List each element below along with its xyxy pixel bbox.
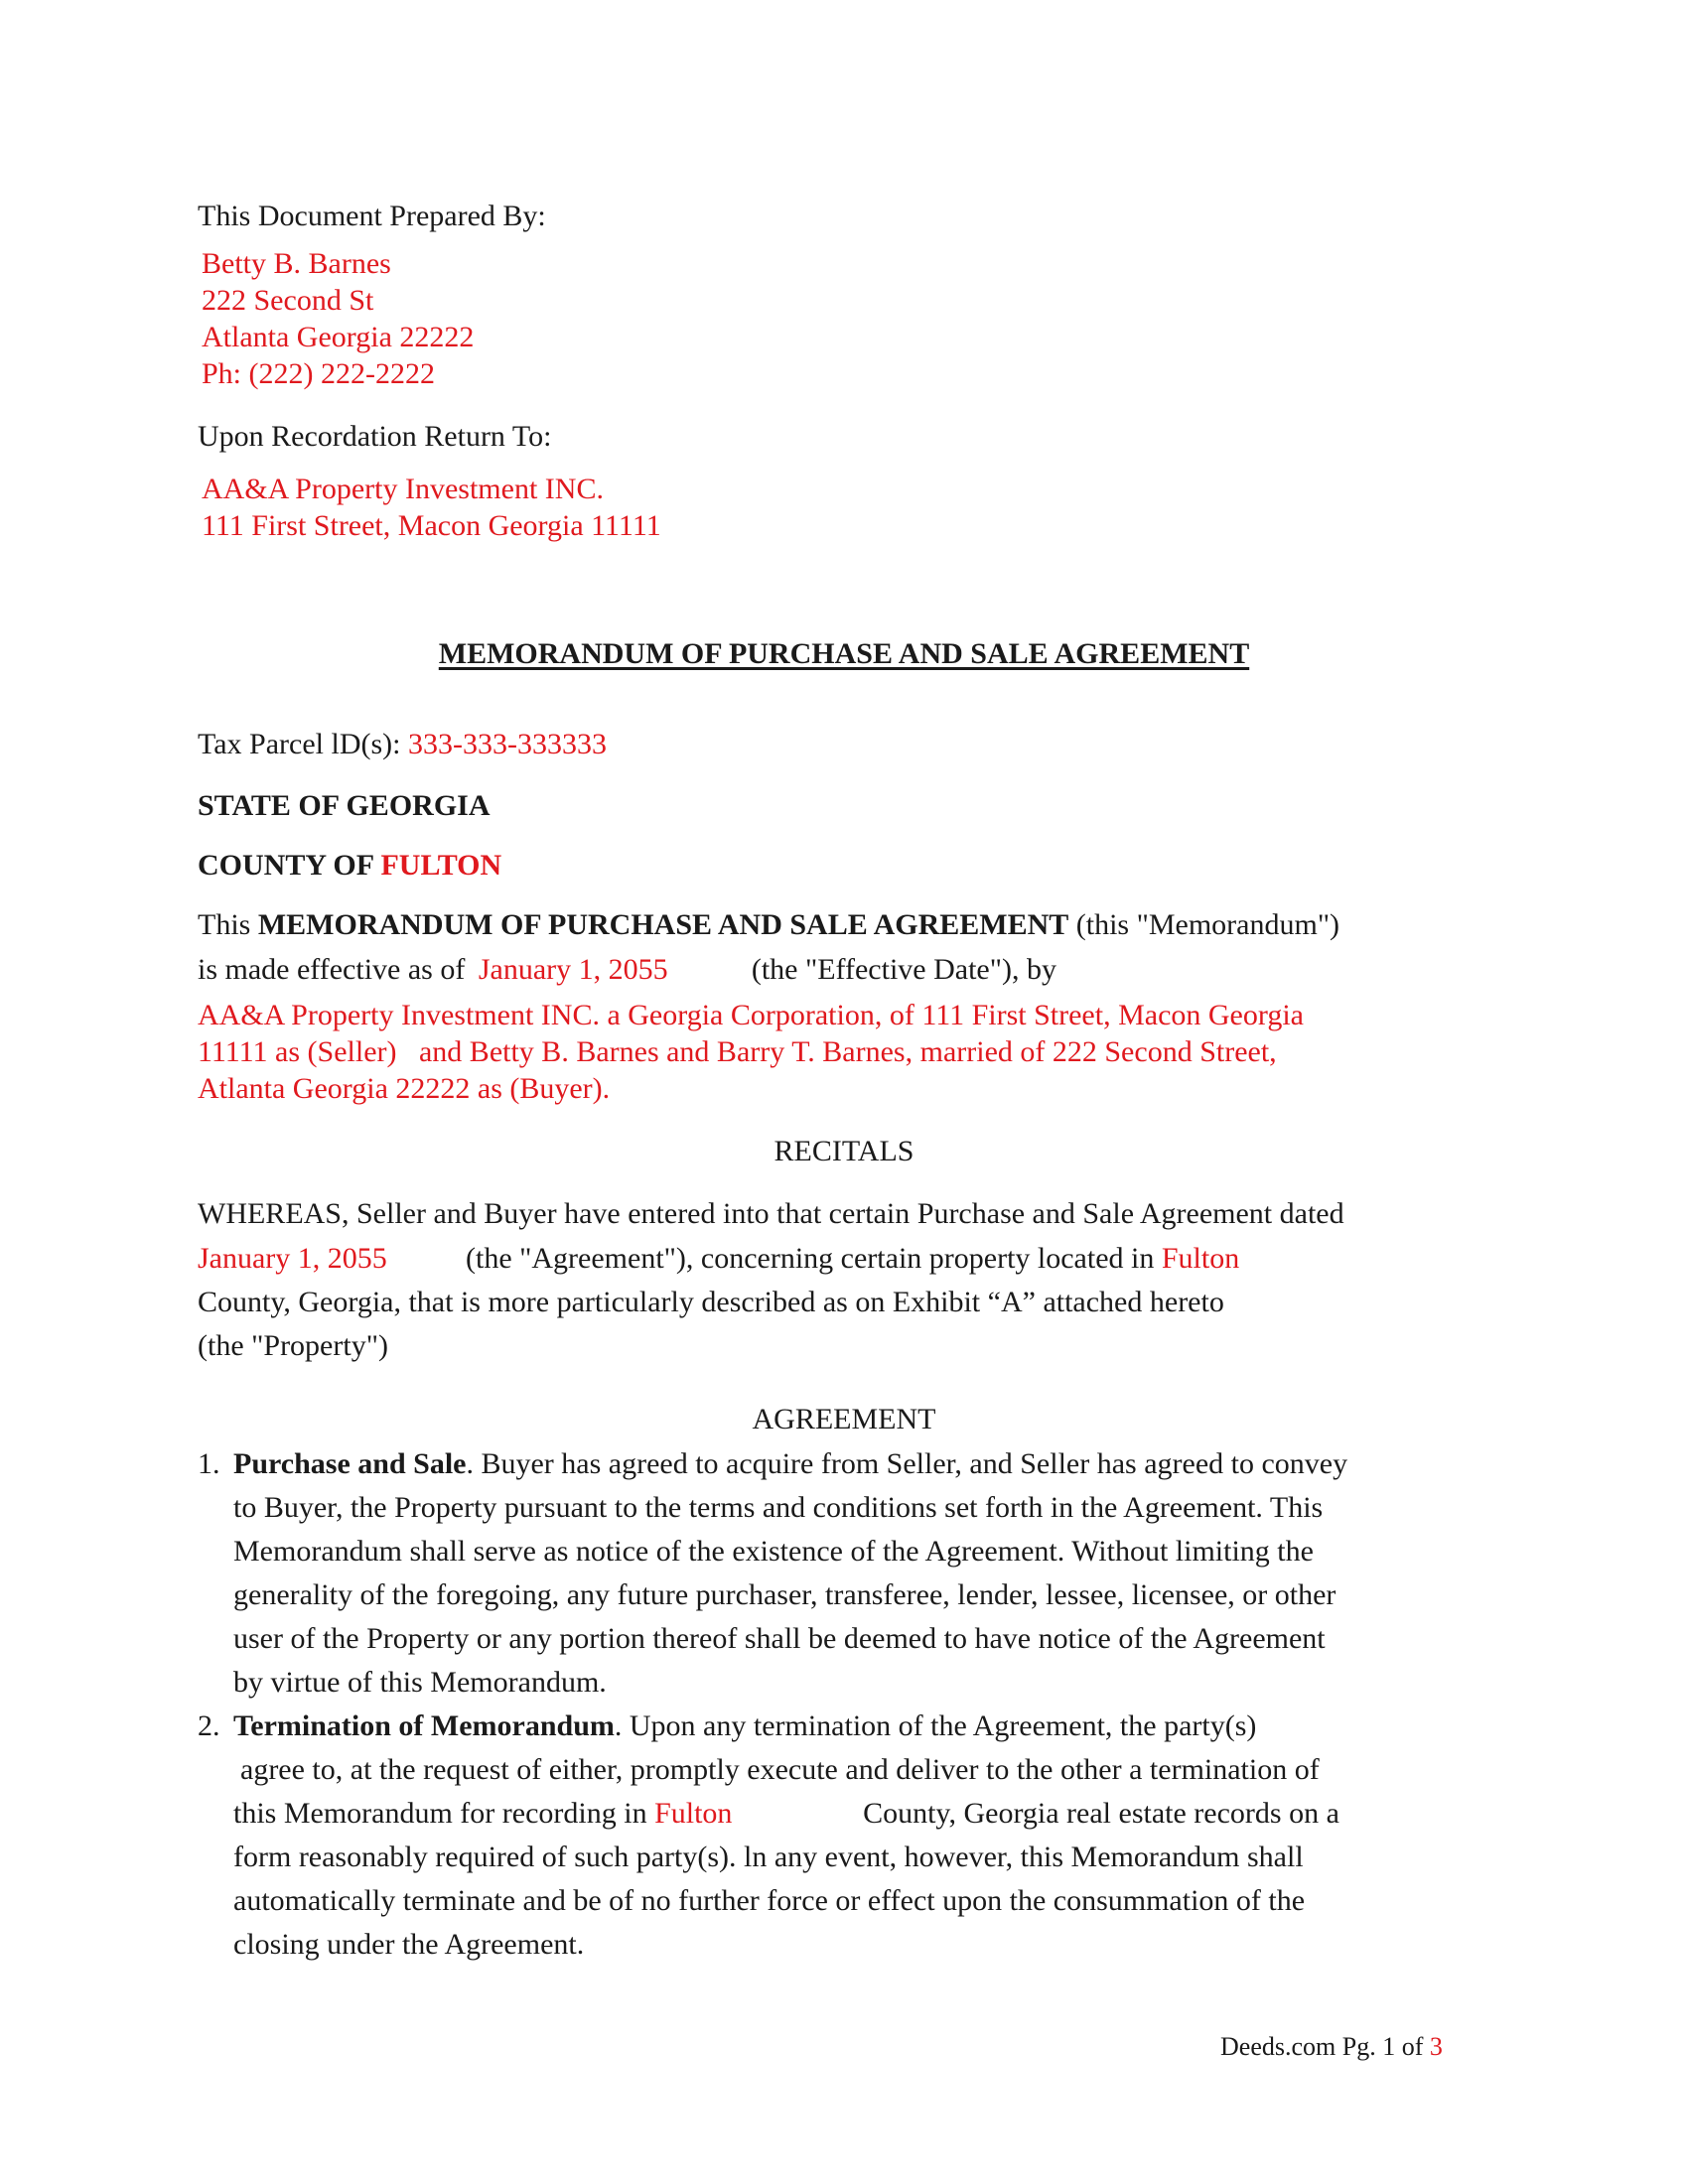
recitals-line-1: WHEREAS, Seller and Buyer have entered into that certain Purchase and Sale Agreement dated bbox=[198, 1197, 1344, 1230]
intro-made-effective: is made effective as of bbox=[198, 953, 466, 986]
item-2-line-3 bbox=[233, 1799, 1339, 1829]
item-2-line-1-text: . Upon any termination of the Agreement, the party(s) bbox=[614, 1709, 1257, 1742]
item-1-line-4: generality of the foregoing, any future purchaser, transferee, lender, lessee, licensee, or other bbox=[233, 1578, 1336, 1611]
return-to-label: Upon Recordation Return To: bbox=[198, 420, 552, 453]
item-1-heading: Purchase and Sale bbox=[233, 1447, 467, 1480]
preparer-phone: Ph: (222) 222-2222 bbox=[202, 357, 435, 390]
tax-parcel bbox=[198, 730, 607, 759]
preparer-city-state-zip: Atlanta Georgia 22222 bbox=[202, 321, 475, 353]
intro-effective-suffix: (the "Effective Date"), by bbox=[751, 953, 1056, 986]
effective-date: January 1, 2055 bbox=[478, 953, 668, 986]
item-2-line-2: agree to, at the request of either, promptly execute and deliver to the other a termination of bbox=[240, 1753, 1320, 1786]
item-2-line-5: automatically terminate and be of no further force or effect upon the consummation of the bbox=[233, 1884, 1306, 1917]
agreement-heading: AGREEMENT bbox=[752, 1403, 936, 1435]
recitals-heading: RECITALS bbox=[774, 1135, 914, 1167]
intro-bold-title: MEMORANDUM OF PURCHASE AND SALE AGREEMENT bbox=[257, 908, 1069, 941]
item-1-number: 1. bbox=[198, 1447, 220, 1480]
item-1-line-6: by virtue of this Memorandum. bbox=[233, 1666, 607, 1699]
recitals-line-3: County, Georgia, that is more particularly described as on Exhibit “A” attached hereto bbox=[198, 1286, 1224, 1318]
item-1-line-1-text: . Buyer has agreed to acquire from Seller, and Seller has agreed to convey bbox=[466, 1447, 1348, 1480]
footer-total-pages: 3 bbox=[1429, 2032, 1443, 2061]
return-to-address: 111 First Street, Macon Georgia 11111 bbox=[202, 509, 661, 542]
recitals-county: Fulton bbox=[1161, 1242, 1240, 1275]
parties-line-2: 11111 as (Seller) and Betty B. Barnes and Barry T. Barnes, married of 222 Second Street, bbox=[198, 1035, 1277, 1068]
county-label: COUNTY OF bbox=[198, 849, 373, 882]
preparer-name: Betty B. Barnes bbox=[202, 247, 391, 280]
recitals-line-2 bbox=[198, 1244, 1239, 1274]
preparer-street: 222 Second St bbox=[202, 284, 374, 317]
item-2-number: 2. bbox=[198, 1709, 220, 1742]
intro-line-2 bbox=[198, 955, 1056, 985]
tax-parcel-label: Tax Parcel lD(s): bbox=[198, 728, 401, 760]
page-footer bbox=[1220, 2032, 1443, 2062]
agreement-date: January 1, 2055 bbox=[198, 1242, 387, 1275]
county-line bbox=[198, 851, 501, 881]
return-to-name: AA&A Property Investment INC. bbox=[202, 473, 604, 505]
recitals-line-4: (the "Property") bbox=[198, 1329, 388, 1362]
item-1-line-5: user of the Property or any portion thereof shall be deemed to have notice of the Agreement bbox=[233, 1622, 1326, 1655]
intro-memo-ref: (this "Memorandum") bbox=[1075, 908, 1340, 941]
intro-this: This bbox=[198, 908, 251, 941]
item-2-line-6: closing under the Agreement. bbox=[233, 1928, 585, 1961]
item-1-line-2: to Buyer, the Property pursuant to the terms and conditions set forth in the Agreement. This bbox=[233, 1491, 1324, 1524]
item-1-line-3: Memorandum shall serve as notice of the existence of the Agreement. Without limiting the bbox=[233, 1535, 1314, 1568]
state-line: STATE OF GEORGIA bbox=[198, 789, 491, 822]
footer-page-label: Pg. 1 of bbox=[1341, 2032, 1424, 2061]
document-title: MEMORANDUM OF PURCHASE AND SALE AGREEMENT bbox=[438, 637, 1250, 670]
parties-line-1: AA&A Property Investment INC. a Georgia Corporation, of 111 First Street, Macon Georgia bbox=[198, 999, 1304, 1031]
item-1-line-1 bbox=[233, 1449, 1347, 1479]
prepared-by-label: This Document Prepared By: bbox=[198, 200, 546, 232]
footer-site: Deeds.com bbox=[1220, 2032, 1336, 2061]
item-2-line-3-pre: this Memorandum for recording in bbox=[233, 1797, 647, 1830]
item-2-heading: Termination of Memorandum bbox=[233, 1709, 615, 1742]
item-2-line-3-post: County, Georgia real estate records on a bbox=[863, 1797, 1339, 1830]
item-2-line-4: form reasonably required of such party(s). ln any event, however, this Memorandum shall bbox=[233, 1841, 1304, 1873]
item-2-line-1 bbox=[233, 1711, 1256, 1741]
item-2-county: Fulton bbox=[654, 1797, 733, 1830]
recitals-line-2-mid: (the "Agreement"), concerning certain property located in bbox=[466, 1242, 1155, 1275]
tax-parcel-value: 333-333-333333 bbox=[408, 728, 607, 760]
county-value: FULTON bbox=[380, 849, 502, 882]
intro-line-1 bbox=[198, 910, 1339, 940]
parties-line-3: Atlanta Georgia 22222 as (Buyer). bbox=[198, 1072, 611, 1105]
